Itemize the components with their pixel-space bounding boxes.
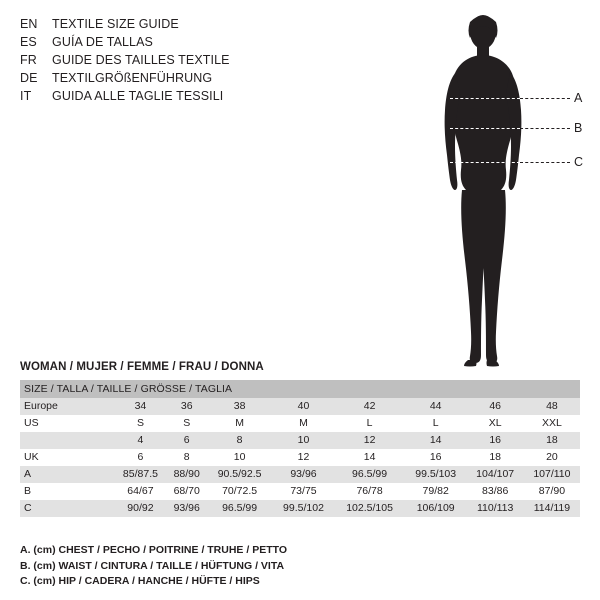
cell: 8 xyxy=(167,449,207,466)
measurement-notes xyxy=(20,543,287,590)
size-table xyxy=(20,380,580,517)
cell: XL xyxy=(467,415,524,432)
cell: M xyxy=(207,415,273,432)
body-figure xyxy=(400,10,590,370)
cell: 73/75 xyxy=(273,483,335,500)
cell: 16 xyxy=(405,449,467,466)
cell: 4 xyxy=(114,432,167,449)
measure-line-a-outer xyxy=(520,98,570,99)
table-header-cell: SIZE / TALLA / TAILLE / GRÖSSE / TAGLIA xyxy=(20,380,580,398)
cell: 6 xyxy=(167,432,207,449)
cell: 38 xyxy=(207,398,273,415)
row-label-uk: UK xyxy=(20,449,114,466)
cell: 70/72.5 xyxy=(207,483,273,500)
cell: S xyxy=(167,415,207,432)
language-row-en xyxy=(20,17,350,35)
note-c: C. (cm) HIP / CADERA / HANCHE / HÜFTE / HIPS xyxy=(20,575,260,587)
cell: 46 xyxy=(467,398,524,415)
cell: 36 xyxy=(167,398,207,415)
cell: 8 xyxy=(207,432,273,449)
language-text-es: GUÍA DE TALLAS xyxy=(52,35,153,49)
language-text-de: TEXTILGRÖßENFÜHRUNG xyxy=(52,71,213,85)
cell: 48 xyxy=(524,398,580,415)
cell: 99.5/102 xyxy=(273,500,335,517)
cell: XXL xyxy=(524,415,580,432)
measure-label-c: C xyxy=(574,155,584,169)
cell: M xyxy=(273,415,335,432)
row-label-c: C xyxy=(20,500,114,517)
cell: 40 xyxy=(273,398,335,415)
cell: 42 xyxy=(334,398,405,415)
language-text-en: TEXTILE SIZE GUIDE xyxy=(52,17,179,31)
language-code-de: DE xyxy=(20,71,38,85)
measure-line-b-outer xyxy=(520,128,570,129)
measure-line-a-inner xyxy=(450,98,520,99)
language-row-fr xyxy=(20,53,350,71)
cell: 6 xyxy=(114,449,167,466)
cell: 34 xyxy=(114,398,167,415)
cell: S xyxy=(114,415,167,432)
cell: 93/96 xyxy=(273,466,335,483)
cell: 99.5/103 xyxy=(405,466,467,483)
table-row xyxy=(20,398,580,415)
cell: 88/90 xyxy=(167,466,207,483)
cell: 110/113 xyxy=(467,500,524,517)
cell: 106/109 xyxy=(405,500,467,517)
cell: 12 xyxy=(334,432,405,449)
table-header-row xyxy=(20,380,580,398)
cell: 64/67 xyxy=(114,483,167,500)
cell: 12 xyxy=(273,449,335,466)
cell: 16 xyxy=(467,432,524,449)
language-row-it xyxy=(20,89,350,107)
language-list xyxy=(20,17,350,107)
language-code-es: ES xyxy=(20,35,37,49)
language-row-es xyxy=(20,35,350,53)
cell: 93/96 xyxy=(167,500,207,517)
cell: 87/90 xyxy=(524,483,580,500)
measure-label-b: B xyxy=(574,121,583,135)
language-code-it: IT xyxy=(20,89,32,103)
cell: 114/119 xyxy=(524,500,580,517)
cell: 44 xyxy=(405,398,467,415)
measure-line-c-outer xyxy=(520,162,570,163)
cell: 107/110 xyxy=(524,466,580,483)
cell: 10 xyxy=(273,432,335,449)
cell: 102.5/105 xyxy=(334,500,405,517)
cell: L xyxy=(405,415,467,432)
table-row xyxy=(20,500,580,517)
note-a: A. (cm) CHEST / PECHO / POITRINE / TRUHE / PETTO xyxy=(20,544,288,556)
language-code-en: EN xyxy=(20,17,38,31)
table-row xyxy=(20,432,580,449)
language-row-de xyxy=(20,71,350,89)
table-row xyxy=(20,415,580,432)
section-title: WOMAN / MUJER / FEMME / FRAU / DONNA xyxy=(20,361,264,373)
measure-line-c-inner xyxy=(450,162,520,163)
measure-line-b-inner xyxy=(450,128,520,129)
language-text-fr: GUIDE DES TAILLES TEXTILE xyxy=(52,53,230,67)
cell: 20 xyxy=(524,449,580,466)
cell: 96.5/99 xyxy=(334,466,405,483)
cell: 83/86 xyxy=(467,483,524,500)
table-row xyxy=(20,483,580,500)
cell: 76/78 xyxy=(334,483,405,500)
cell: 68/70 xyxy=(167,483,207,500)
cell: 18 xyxy=(524,432,580,449)
measure-label-a: A xyxy=(574,91,583,105)
row-label-us-numeric xyxy=(20,432,114,449)
row-label-a: A xyxy=(20,466,114,483)
row-label-europe: Europe xyxy=(20,398,114,415)
row-label-b: B xyxy=(20,483,114,500)
table-row xyxy=(20,449,580,466)
table-row xyxy=(20,466,580,483)
female-silhouette-icon xyxy=(400,10,590,370)
cell: 18 xyxy=(467,449,524,466)
row-label-us: US xyxy=(20,415,114,432)
cell: 90.5/92.5 xyxy=(207,466,273,483)
note-b: B. (cm) WAIST / CINTURA / TAILLE / HÜFTUNG / VITA xyxy=(20,559,285,572)
cell: 10 xyxy=(207,449,273,466)
language-text-it: GUIDA ALLE TAGLIE TESSILI xyxy=(52,89,224,103)
cell: 14 xyxy=(334,449,405,466)
cell: 14 xyxy=(405,432,467,449)
language-code-fr: FR xyxy=(20,53,37,67)
cell: L xyxy=(334,415,405,432)
cell: 85/87.5 xyxy=(114,466,167,483)
cell: 96.5/99 xyxy=(207,500,273,517)
cell: 79/82 xyxy=(405,483,467,500)
cell: 90/92 xyxy=(114,500,167,517)
cell: 104/107 xyxy=(467,466,524,483)
